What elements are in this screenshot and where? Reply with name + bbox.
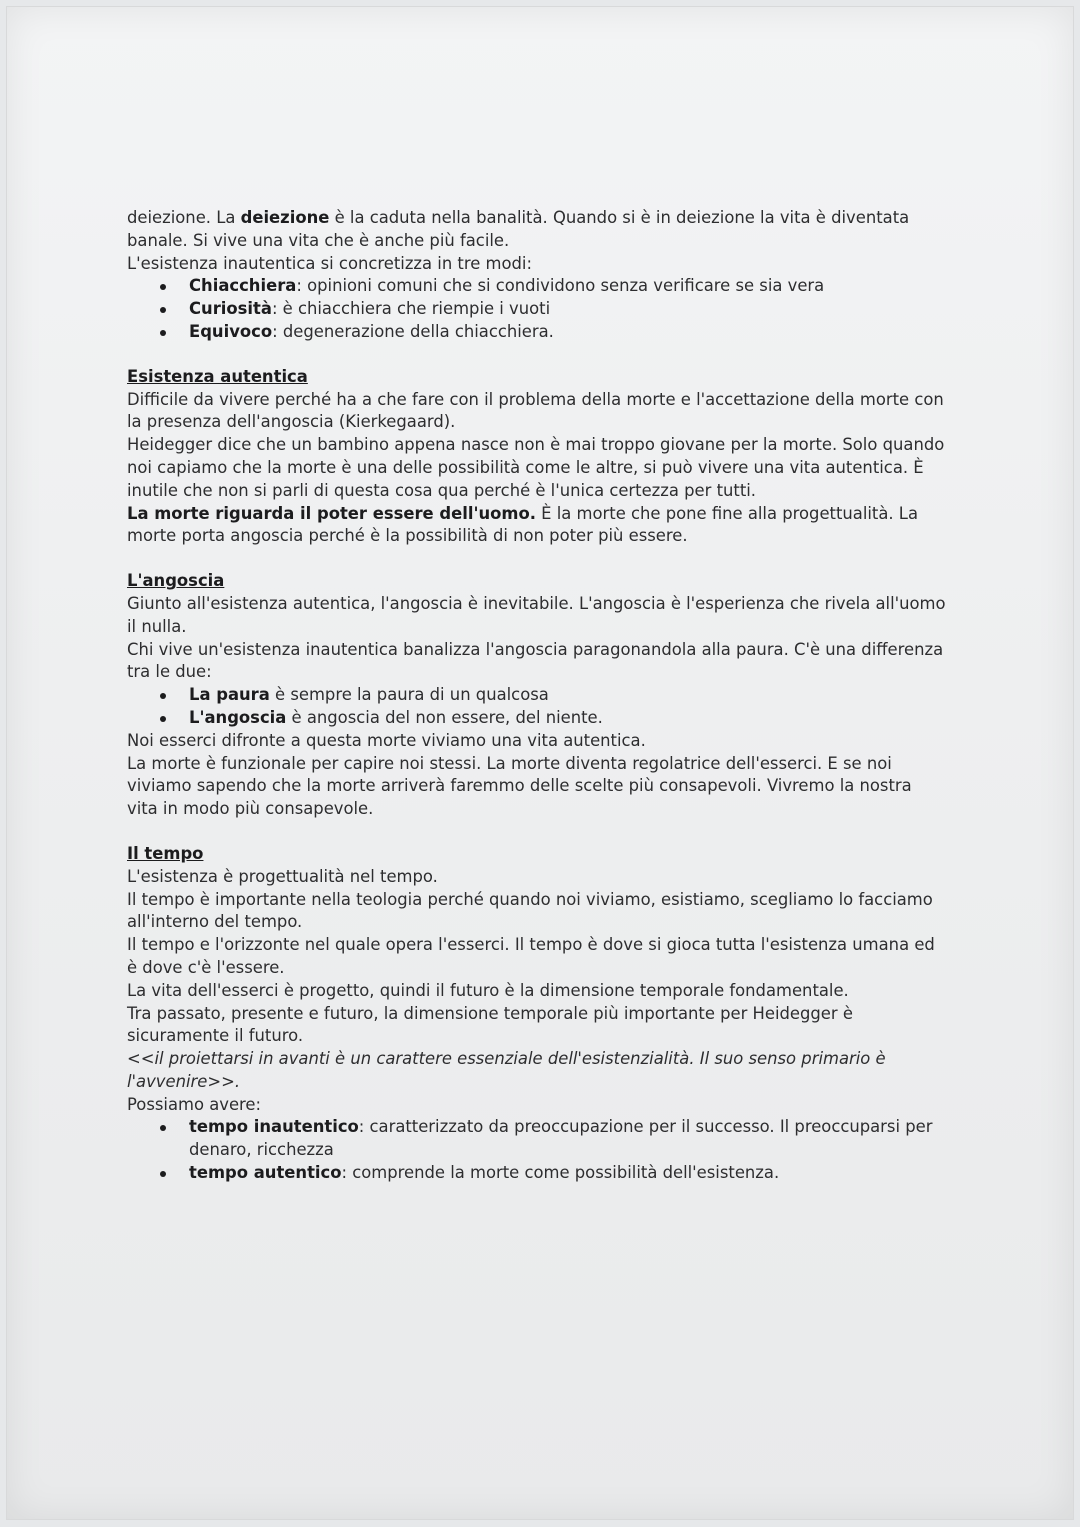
text-span: : è chiacchiera che riempie i vuoti [271, 299, 551, 319]
bold-term: La paura [189, 685, 270, 705]
bold-term: deiezione [240, 208, 330, 227]
list-item [127, 275, 947, 298]
bold-term: L'angoscia [189, 707, 287, 727]
paragraph: Heidegger dice che un bambino appena nasce non è mai troppo giovane per la morte. Solo quando noi capiamo che la morte è una delle possibilità come le altre, si può vivere una vita autentica. È inutile che non si parli di questa cosa qua perché è l'unica certezza per tutti. [127, 435, 945, 500]
paragraph: La vita dell'esserci è progetto, quindi il futuro è la dimensione temporale fondamentale. [127, 980, 849, 1000]
paragraph: Il tempo e l'orizzonte nel quale opera l'esserci. Il tempo è dove si gioca tutta l'esistenza umana ed è dove c'è l'essere. [127, 935, 935, 977]
section-heading: Il tempo [127, 843, 204, 863]
paragraph: Chi vive un'esistenza inautentica banalizza l'angoscia paragonandola alla paura. C'è una differenza tra le due: [127, 639, 944, 682]
paragraph: Difficile da vivere perché ha a che fare con il problema della morte e l'accettazione della morte con la presenza dell'angoscia (Kierkegaard). [127, 389, 944, 432]
list-item [127, 321, 947, 344]
text-span: : degenerazione della chiacchiera. [272, 321, 554, 341]
paragraph: Possiamo avere: [127, 1094, 262, 1114]
text-span: È la morte che pone fine alla progettualità. La morte porta angoscia perché è la possibilità di non poter più essere. [127, 503, 918, 546]
paragraph: Giunto all'esistenza autentica, l'angoscia è inevitabile. L'angoscia è l'esperienza che rivela all'uomo il nulla. [127, 593, 946, 636]
section-heading: Esistenza autentica [127, 366, 308, 386]
section-heading: L'angoscia [127, 571, 225, 591]
modes-list [127, 275, 947, 343]
text-span: : opinioni comuni che si condividono senza verificare se sia vera [296, 276, 825, 296]
bold-term: tempo inautentico [189, 1117, 359, 1137]
list-item [127, 707, 947, 730]
document-body [127, 207, 947, 1185]
paragraph: La morte è funzionale per capire noi stessi. La morte diventa regolatrice dell'esserci. E se noi viviamo sapendo che la morte arriverà faremmo delle scelte più consapevoli. Vivremo la nostra vita in modo più consapevole. [127, 753, 912, 819]
paragraph: Il tempo è importante nella teologia perché quando noi viviamo, esistiamo, scegliamo lo facciamo all'interno del tempo. [127, 889, 933, 932]
bold-term: Chiacchiera [189, 276, 297, 296]
text-span: deiezione. La [127, 208, 241, 227]
list-item [127, 1162, 947, 1185]
paragraph [127, 503, 947, 549]
list-item [127, 298, 947, 321]
list-item [127, 1116, 947, 1162]
paper-sheet [6, 6, 1074, 1520]
bold-term: tempo autentico [189, 1163, 342, 1183]
difference-list [127, 684, 947, 730]
intro-paragraph [127, 207, 947, 253]
paragraph: Tra passato, presente e futuro, la dimensione temporale più importante per Heidegger è sicuramente il futuro. [127, 1003, 853, 1046]
bold-term: Curiosità [189, 299, 272, 319]
text-span: : comprende la morte come possibilità dell'esistenza. [341, 1163, 780, 1183]
bold-statement: La morte riguarda il poter essere dell'uomo. [127, 503, 536, 523]
paragraph: Noi esserci difronte a questa morte viviamo una vita autentica. [127, 730, 646, 750]
time-types-list [127, 1116, 947, 1184]
text-span: è sempre la paura di un qualcosa [269, 685, 549, 705]
bold-term: Equivoco [189, 321, 273, 341]
text-span: è la caduta nella banalità. Quando si è in deiezione la vita è diventata banale. Si vive una vita che è anche più facile. [127, 208, 910, 250]
text-span: : caratterizzato da preoccupazione per il successo. Il preoccuparsi per denaro, ricchezza [189, 1117, 933, 1160]
list-item [127, 684, 947, 707]
quote: <<il proiettarsi in avanti è un carattere essenziale dell'esistenzialità. Il suo senso primario è l'avvenire>>. [127, 1049, 886, 1091]
intro-modes-lead: L'esistenza inautentica si concretizza in tre modi: [127, 253, 533, 273]
paragraph: L'esistenza è progettualità nel tempo. [127, 866, 438, 886]
text-span: è angoscia del non essere, del niente. [286, 707, 603, 727]
